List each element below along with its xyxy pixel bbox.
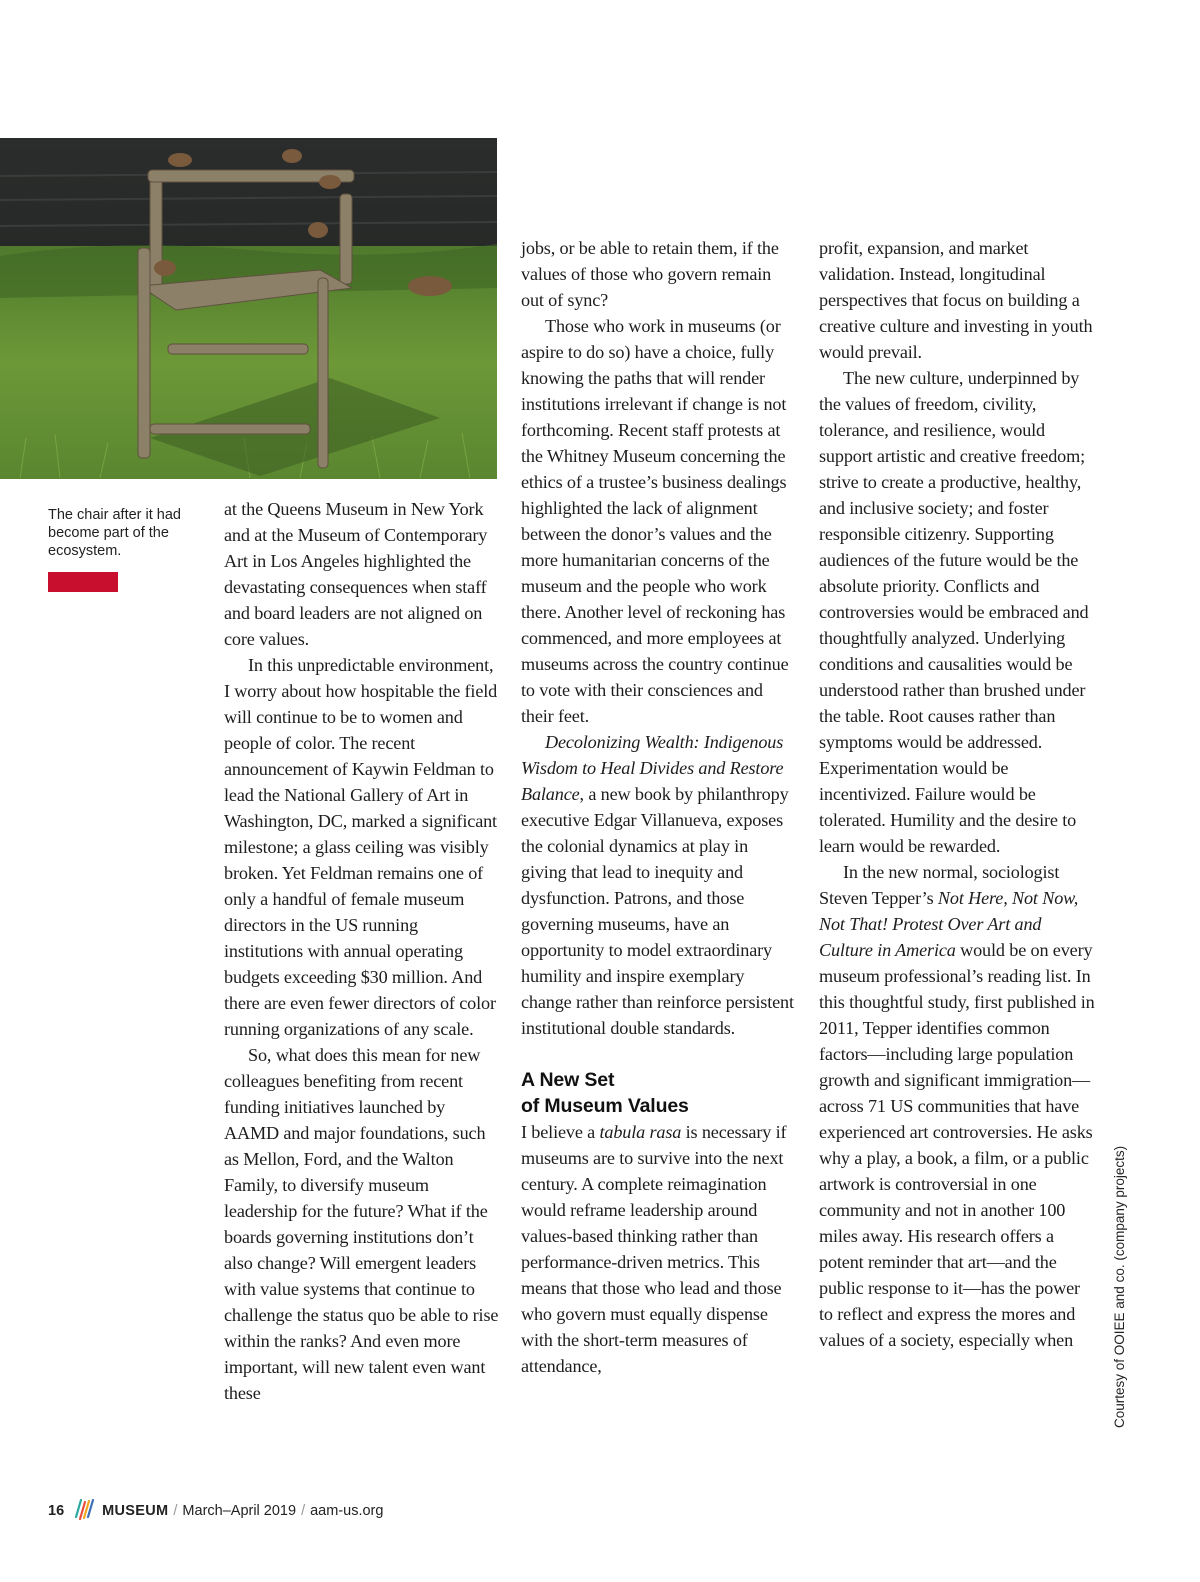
paragraph-text: I believe a (521, 1122, 600, 1142)
paragraph: So, what does this mean for new colleagues benefiting from recent funding initiatives launched by AAMD and major foundations, such as Mellon, Ford, and the Walton Family, to diversify museum leadership for the future? What if the boards governing institutions don’t also change? Will emergent leaders with value systems that continue to challenge the status quo be able to rise within the ranks? And even more important, will new talent even want these (224, 1045, 499, 1403)
paragraph (819, 859, 1095, 1353)
subhead-line: of Museum Values (521, 1095, 689, 1117)
article-column-2 (521, 235, 797, 1379)
chair-photo (0, 138, 497, 479)
book-title: Decolonizing Wealth: Indigenous Wisdom to Heal Divides and Restore Balance (521, 732, 784, 804)
paragraph: profit, expansion, and market validation. Instead, longitudinal perspectives that focus on building a creative culture and investing in youth would prevail. (819, 238, 1093, 362)
paragraph-text: is necessary if museums are to survive into the next century. A complete reimagination would reframe leadership around values-based thinking rather than performance-driven metrics. This means that those who lead and those who govern must equally dispense with the short-term measures of attendance, (521, 1122, 787, 1376)
chair-photo-illustration (0, 138, 497, 479)
website-link[interactable]: aam-us.org (310, 1503, 384, 1519)
page-number: 16 (48, 1503, 65, 1519)
caption-accent-bar (48, 572, 118, 592)
paragraph: jobs, or be able to retain them, if the values of those who govern remain out of sync? (521, 238, 779, 310)
issue-date: March–April 2019 (182, 1503, 297, 1519)
paragraph: Those who work in museums (or aspire to do so) have a choice, fully knowing the paths that will render institutions irrelevant if change is not forthcoming. Recent staff protests at the Whitney Museum concerning the ethics of a trustee’s business dealings highlighted the lack of alignment between the donor’s values and the more humanitarian concerns of the museum and the people who work there. Another level of reckoning has commenced, and more employees at museums across the country continue to vote with their consciences and their feet. (521, 316, 789, 726)
magazine-name: MUSEUM (102, 1503, 169, 1519)
photo-credit: Courtesy of OOIEE and co. (company projects) (1112, 1145, 1127, 1428)
italic-term: tabula rasa (599, 1122, 682, 1142)
footer-separator: / (173, 1503, 178, 1519)
paragraph-text: would be on every museum professional’s reading list. In this thoughtful study, first published in 2011, Tepper identifies common factors—including large population growth and significant immigration—across 71 US communities that have experienced art controversies. He asks why a play, a book, a film, or a public artwork is controversial in one community and not in another 100 miles away. His research offers a potent reminder that art—and the public response to it—has the power to reflect and express the mores and values of a society, especially when (819, 940, 1095, 1350)
subhead-line: A New Set (521, 1069, 615, 1091)
paragraph (521, 1119, 797, 1379)
paragraph: In this unpredictable environment, I worry about how hospitable the field will continue to be to women and people of color. The recent announcement of Kaywin Feldman to lead the National Gallery of Art in Washington, DC, marked a significant milestone; a glass ceiling was visibly broken. Yet Feldman remains one of only a handful of female museum directors in the US running institutions with annual operating budgets exceeding $30 million. And there are even fewer directors of color running organizations of any scale. (224, 655, 498, 1039)
paragraph-text: , a new book by philanthropy executive Edgar Villanueva, exposes the colonial dynamics at play in giving that lead to inequity and dysfunction. Patrons, and those governing museums, have an opportunity to model extraordinary humility and inspire exemplary change rather than reinforce persistent institutional double standards. (521, 784, 794, 1038)
paragraph-text: In the new normal, sociologist Steven Tepper’s (819, 862, 1060, 908)
paragraph: at the Queens Museum in New York and at the Museum of Contemporary Art in Los Angeles highlighted the devastating consequences when staff and board leaders are not aligned on core values. (224, 499, 488, 649)
paragraph: The new culture, underpinned by the values of freedom, civility, tolerance, and resilience, would support artistic and creative freedom; strive to create a productive, healthy, and inclusive society; and foster responsible citizenry. Supporting audiences of the future would be the absolute priority. Conflicts and controversies would be embraced and thoughtfully analyzed. Underlying conditions and causalities would be understood rather than brushed under the table. Root causes rather than symptoms would be addressed. Experimentation would be incentivized. Failure would be tolerated. Humility and the desire to learn would be rewarded. (819, 368, 1089, 856)
section-subhead (521, 1067, 797, 1119)
article-column-3 (819, 235, 1095, 1353)
paragraph (521, 729, 797, 1041)
photo-caption: The chair after it had become part of the ecosystem. (48, 507, 181, 559)
book-title: Not Here, Not Now, Not That! Protest Over Art and Culture in America (819, 888, 1079, 960)
page-footer (48, 1499, 383, 1523)
aam-logo-icon (74, 1497, 94, 1525)
article-column-1 (224, 496, 500, 1406)
footer-separator: / (301, 1503, 306, 1519)
